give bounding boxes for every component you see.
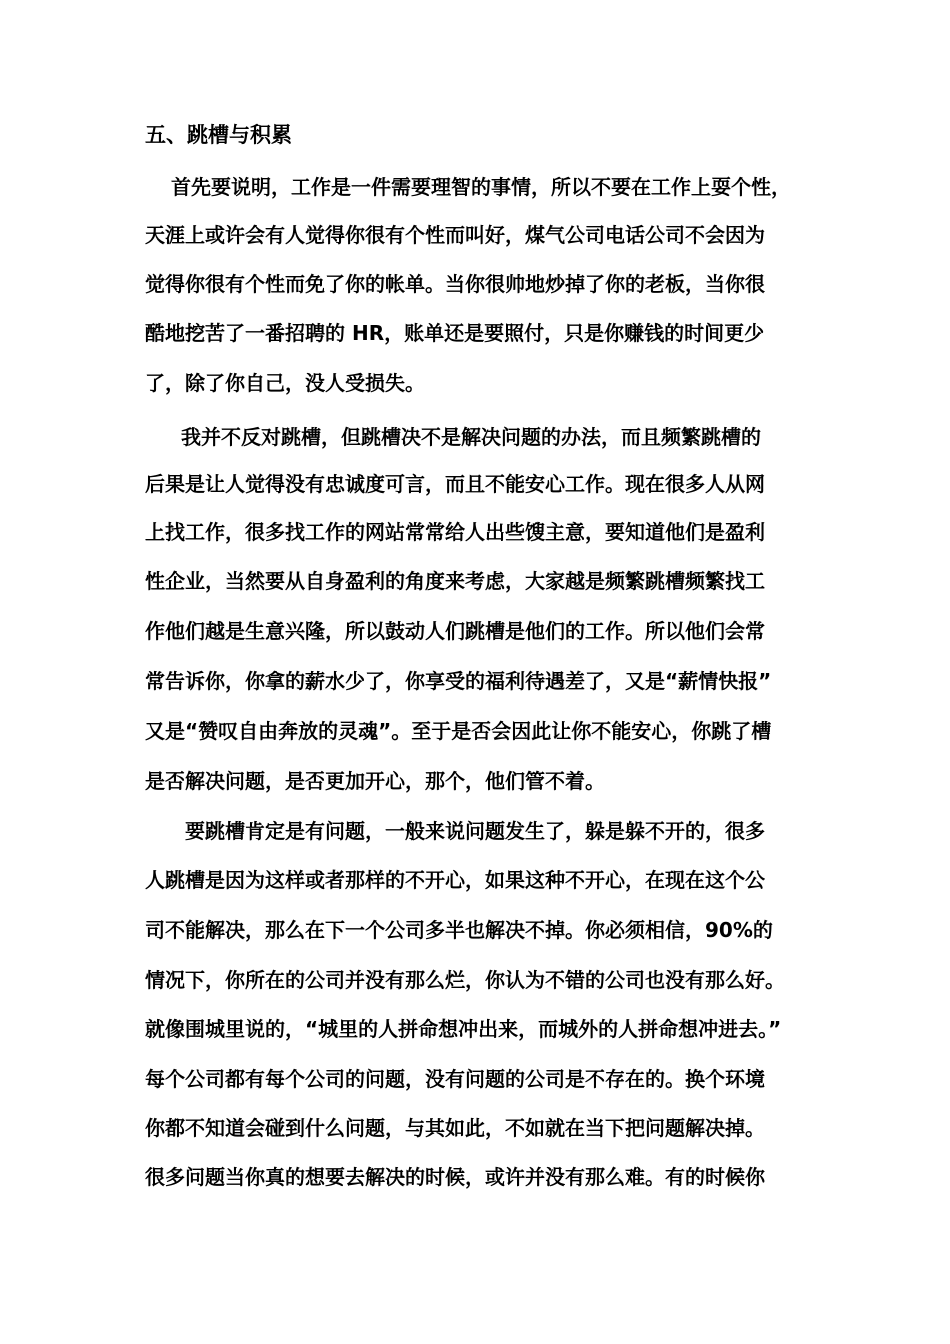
paragraph-line: 要跳槽肯定是有问题，一般来说问题发生了，躲是躲不开的，很多 (185, 819, 765, 843)
paragraph-line: 就像围城里说的，“城里的人拼命想冲出来，而城外的人拼命想冲进去。” (145, 1017, 782, 1041)
paragraph-line: 了，除了你自己，没人受损失。 (145, 371, 425, 395)
paragraph-line: 人跳槽是因为这样或者那样的不开心，如果这种不开心，在现在这个公 (145, 868, 765, 892)
paragraph-line: 首先要说明，工作是一件需要理智的事情，所以不要在工作上耍个性， (171, 175, 791, 199)
paragraph-line: 常告诉你，你拿的薪水少了，你享受的福利待遇差了，又是“薪情快报” (145, 669, 772, 693)
paragraph-line: 我并不反对跳槽，但跳槽决不是解决问题的办法，而且频繁跳槽的 (181, 425, 761, 449)
paragraph-line: 上找工作，很多找工作的网站常常给人出些馊主意，要知道他们是盈利 (145, 520, 765, 544)
paragraph-line: 情况下，你所在的公司并没有那么烂，你认为不错的公司也没有那么好。 (145, 968, 785, 992)
paragraph-line: 酷地挖苦了一番招聘的 HR，账单还是要照付，只是你赚钱的时间更少 (145, 321, 765, 345)
paragraph-line: 天涯上或许会有人觉得你很有个性而叫好，煤气公司电话公司不会因为 (145, 223, 765, 247)
paragraph-line: 很多问题当你真的想要去解决的时候，或许并没有那么难。有的时候你 (145, 1165, 765, 1189)
paragraph-line: 性企业，当然要从自身盈利的角度来考虑，大家越是频繁跳槽频繁找工 (145, 569, 765, 593)
paragraph-line: 每个公司都有每个公司的问题，没有问题的公司是不存在的。换个环境 (145, 1067, 765, 1091)
paragraph-line: 是否解决问题，是否更加开心，那个，他们管不着。 (145, 769, 605, 793)
paragraph-line: 后果是让人觉得没有忠诚度可言，而且不能安心工作。现在很多人从网 (145, 472, 765, 496)
paragraph-line: 又是“赞叹自由奔放的灵魂”。至于是否会因此让你不能安心，你跳了槽 (145, 719, 772, 743)
paragraph-line: 你都不知道会碰到什么问题，与其如此，不如就在当下把问题解决掉。 (145, 1116, 765, 1140)
paragraph-line: 作他们越是生意兴隆，所以鼓动人们跳槽是他们的工作。所以他们会常 (145, 619, 765, 643)
section-heading: 五、跳槽与积累 (145, 123, 292, 147)
paragraph-line: 觉得你很有个性而免了你的帐单。当你很帅地炒掉了你的老板，当你很 (145, 272, 765, 296)
paragraph-line: 司不能解决，那么在下一个公司多半也解决不掉。你必须相信，90%的 (145, 918, 773, 942)
